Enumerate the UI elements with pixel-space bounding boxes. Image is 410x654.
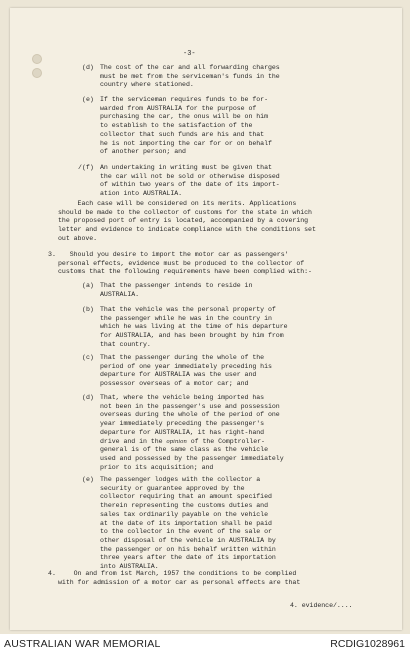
item-d2-text: That, where the vehicle being imported has not been in the passenger's use and possession overseas during the whole of the period of one year immediately preceding the passenger's departure for AUSTRALIA, it has right-hand drive and in the opinion of the Comptroller- general is of the same class as the vehicle used and possessed by the passenger immediately prior to its acquisition; and <box>100 394 284 471</box>
item-label: (a) <box>82 282 94 289</box>
paragraph-3-text: Should you desire to import the motor car as passengers' personal effects, evidence must be produced to the collector of customs that the following requirements have been complied with:- <box>58 251 312 276</box>
item-e-text: If the serviceman requires funds to be for- warded from AUSTRALIA for the purpose of purchasing the car, the onus will be on him to establish to the satisfaction of the collector that such funds are his and that he is not importing the car for or on behalf of another person; and <box>100 96 272 156</box>
handwritten-insert: opinion <box>166 438 187 445</box>
paragraph-4-text: On and from 1st March, 1957 the conditions to be complied with for admission of a motor car as personal effects are that <box>58 570 301 586</box>
item-label: (c) <box>82 354 94 361</box>
item-a-text: That the passenger intends to reside in AUSTRALIA. <box>100 282 253 298</box>
footer-id: RCDIG1028961 <box>330 638 405 650</box>
item-e2-text: The passenger lodges with the collector a security or guarantee approved by the collector requiring that an amount specified therein representing the customs duties and sales tax ordinarily payable on the vehicle at the date of its importation shall be paid to the collector in the event of the sale or other disposal of the vehicle in AUSTRALIA by the passenger or on his behalf written within three years after the date of its importation into AUSTRALIA. <box>100 476 276 571</box>
item-c-text: That the passenger during the whole of the period of one year immediately preceding his departure for AUSTRALIA was the user and possessor overseas of a motor car; and <box>100 354 272 388</box>
item-label: (e) <box>82 476 94 483</box>
item-d-text: The cost of the car and all forwarding charges must be met from the serviceman's funds in the country where stationed. <box>100 64 280 89</box>
paragraph-number: 4. <box>48 570 56 577</box>
item-label: (d) <box>82 64 94 71</box>
item-b-text: That the vehicle was the personal property of the passenger while he was in the country in which he was living at the time of his departure for AUSTRALIA, and has been brought by him from that country. <box>100 306 288 348</box>
item-label: (b) <box>82 306 94 313</box>
item-label: (e) <box>82 96 94 103</box>
catchword: 4. evidence/.... <box>290 602 353 609</box>
footer-bar <box>0 634 410 654</box>
item-f-text: An undertaking in writing must be given that the car will not be sold or otherwise disposed of within two years of the date of its import- ation into AUSTRALIA. <box>100 164 280 198</box>
page-number: -3- <box>183 50 196 58</box>
item-label: (d) <box>82 394 94 401</box>
item-label: /(f) <box>78 164 94 171</box>
merits-paragraph: Each case will be considered on its merits. Applications should be made to the collector of customs for the state in which the proposed port of entry is located, accompanied by a covering letter and evidence to indicate compliance with the conditions set out above. <box>58 200 316 242</box>
footer-source: AUSTRALIAN WAR MEMORIAL <box>4 638 161 650</box>
paragraph-number: 3. <box>48 251 56 258</box>
